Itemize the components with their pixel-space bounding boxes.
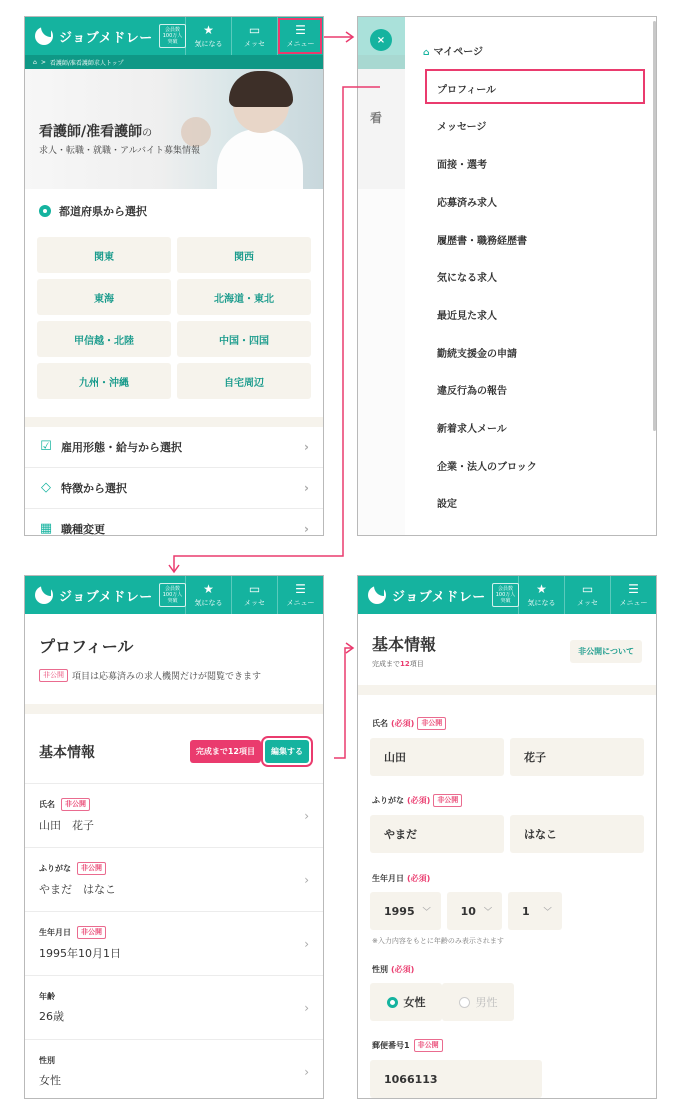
region-button[interactable]: 中国・四国 (177, 321, 311, 357)
menu-nav-button[interactable]: ☰ メニュー (277, 17, 323, 55)
menu-item-mypage[interactable]: ⌂ マイページ (423, 47, 484, 58)
close-menu-button[interactable] (370, 29, 392, 51)
message-nav-button[interactable]: ▭ メッセ (231, 576, 277, 614)
birth-year-select[interactable]: 1995 ﹀ (370, 892, 441, 930)
breadcrumb-separator: > (40, 58, 46, 66)
edit-button[interactable]: 編集する (265, 740, 309, 763)
profile-field-age[interactable]: 年齢 26歳 › (25, 976, 323, 1040)
message-nav-button[interactable]: ▭ メッセ (231, 17, 277, 55)
menu-nav-button[interactable]: ☰ メニュー (277, 576, 323, 614)
gender-label: 性別 (必須) (372, 965, 415, 974)
message-nav-button[interactable]: ▭ メッセ (564, 576, 610, 614)
edit-basic-info-screen (357, 575, 657, 1099)
menu-item-interview[interactable]: 面接・選考 (437, 160, 487, 171)
hero-photo-hair (229, 71, 293, 107)
remaining-items-badge: 完成まで12項目 (190, 740, 261, 763)
page-title: 基本情報 (372, 635, 437, 654)
menu-item-resume[interactable]: 履歴書・職務経歴書 (437, 236, 527, 247)
profile-field-birthdate[interactable]: 生年月日 非公開 1995年10月1日 › (25, 912, 323, 976)
chevron-right-icon: › (304, 481, 309, 495)
nonpublic-tag: 非公開 (77, 926, 106, 939)
logo[interactable]: ジョブメドレー 会員数 100万人 突破 (358, 576, 518, 614)
chevron-right-icon: › (304, 522, 309, 536)
ghost-hero-title: 看 (370, 111, 383, 125)
home-icon[interactable]: ⌂ (33, 58, 37, 66)
logo[interactable] (25, 17, 185, 55)
location-pin-icon (39, 205, 51, 217)
app-header (25, 17, 323, 55)
menu-item-settings[interactable]: 設定 (437, 499, 457, 510)
checkbox-icon: ☑ (40, 439, 52, 454)
page-title: プロフィール (39, 637, 134, 656)
chevron-right-icon: › (304, 1064, 309, 1079)
hero-title: 看護師/准看護師の (39, 124, 153, 140)
region-button[interactable]: 自宅周辺 (177, 363, 311, 399)
menu-item-applied[interactable]: 応募済み求人 (437, 198, 497, 209)
nonpublic-tag: 非公開 (61, 798, 90, 811)
chat-bubble-icon: ▭ (581, 581, 594, 596)
logo-mark-icon (366, 584, 388, 606)
hamburger-icon: ☰ (295, 22, 306, 37)
logo[interactable]: ジョブメドレー 会員数 100万人 突破 (25, 576, 185, 614)
region-button[interactable]: 東海 (37, 279, 171, 315)
menu-nav-button[interactable]: ☰ メニュー (610, 576, 656, 614)
radio-unselected-icon (459, 997, 470, 1008)
profile-field-name[interactable]: 氏名 非公開 山田 花子 › (25, 784, 323, 848)
hamburger-icon: ☰ (628, 581, 639, 596)
section-divider (25, 417, 323, 427)
chevron-down-icon: ﹀ (543, 906, 552, 916)
section-divider (25, 704, 323, 714)
birthdate-hint: ※入力内容をもとに年齢のみ表示されます (372, 937, 504, 945)
menu-item-favorites[interactable]: 気になる求人 (437, 273, 497, 284)
chevron-right-icon: › (304, 872, 309, 887)
region-button[interactable]: 九州・沖縄 (37, 363, 171, 399)
hero-subtitle: 求人・転職・就職・アルバイト募集情報 (39, 146, 201, 156)
member-badge: 会員数 100万人 突破 (159, 583, 187, 607)
birthdate-label: 生年月日 (必須) (372, 874, 431, 883)
region-grid (25, 229, 323, 417)
region-button[interactable]: 関西 (177, 237, 311, 273)
prefecture-heading: 都道府県から選択 (25, 189, 323, 229)
last-name-input[interactable]: 山田 (370, 738, 504, 776)
name-label: 氏名 (必須) 非公開 (358, 717, 656, 730)
profile-field-kana[interactable]: ふりがな 非公開 やまだ はなこ › (25, 848, 323, 912)
edit-header (358, 614, 656, 685)
menu-item-report[interactable]: 違反行為の報告 (437, 386, 507, 397)
gender-male-radio[interactable]: 男性 (442, 983, 514, 1021)
region-button[interactable]: 甲信越・北陸 (37, 321, 171, 357)
chevron-right-icon: › (304, 808, 309, 823)
favorite-nav-button[interactable]: ★ 気になる (518, 576, 564, 614)
close-icon: × (376, 34, 386, 46)
region-button[interactable]: 北海道・東北 (177, 279, 311, 315)
menu-drawer-screen (357, 16, 657, 536)
menu-item-bonus[interactable]: 勤続支援金の申請 (437, 349, 517, 360)
chat-bubble-icon: ▭ (248, 22, 261, 37)
member-badge: 会員数 100万人 突破 (159, 24, 187, 48)
menu-item-messages[interactable]: メッセージ (437, 122, 487, 133)
last-kana-input[interactable]: やまだ (370, 815, 504, 853)
hamburger-icon: ☰ (295, 581, 306, 596)
birth-day-select[interactable]: 1 ﹀ (508, 892, 562, 930)
nonpublic-tag: 非公開 (77, 862, 106, 875)
chevron-right-icon: › (304, 936, 309, 951)
chevron-down-icon: ﹀ (483, 906, 492, 916)
radio-selected-icon (387, 997, 398, 1008)
section-divider (358, 685, 656, 695)
search-top-screen (24, 16, 324, 536)
hero-photo-body (217, 129, 303, 189)
chevron-down-icon: ﹀ (422, 906, 431, 916)
home-icon: ⌂ (423, 48, 430, 58)
logo-mark-icon (33, 25, 55, 47)
first-kana-input[interactable]: はなこ (510, 815, 644, 853)
chevron-right-icon: › (304, 1000, 309, 1015)
arrow-profile-to-edit (334, 648, 352, 758)
chevron-right-icon: › (304, 440, 309, 454)
grid-icon: ▦ (39, 521, 53, 536)
logo-mark-icon (33, 584, 55, 606)
drawer-scrollbar[interactable] (653, 21, 656, 431)
menu-item-profile[interactable]: プロフィール (437, 85, 496, 96)
postal-label: 郵便番号1 非公開 (358, 1039, 656, 1052)
kana-label: ふりがな (必須) 非公開 (358, 794, 656, 807)
breadcrumb (25, 55, 323, 69)
menu-drawer (405, 17, 657, 535)
logo-text: ジョブメドレー (59, 30, 153, 46)
profile-field-gender[interactable]: 性別 女性 › (25, 1040, 323, 1099)
completion-status: 完成まで12項目 (372, 660, 424, 668)
tag-icon: ◇ (41, 480, 51, 495)
breadcrumb-current[interactable]: 看護師/准看護師求人トップ (49, 59, 124, 67)
hero-banner (25, 69, 323, 189)
feature-link[interactable]: ◇ 特徴から選択 › (25, 468, 323, 509)
app-header (25, 576, 323, 614)
chat-bubble-icon: ▭ (248, 581, 261, 596)
star-icon: ★ (536, 581, 547, 596)
member-badge: 会員数 100万人 突破 (492, 583, 520, 607)
star-icon: ★ (203, 581, 214, 596)
nonpublic-note: 非公開 項目は応募済みの求人機関だけが閲覧できます (25, 657, 323, 682)
birth-month-select[interactable]: 10 ﹀ (447, 892, 502, 930)
star-icon: ★ (203, 22, 214, 37)
menu-item-recent[interactable]: 最近見た求人 (437, 311, 497, 322)
section-title: 基本情報 (39, 744, 95, 761)
region-button[interactable]: 関東 (37, 237, 171, 273)
gender-female-radio[interactable]: 女性 (370, 983, 442, 1021)
basic-info-header (25, 714, 323, 784)
job-type-change-link[interactable]: ▦ 職種変更 › (25, 509, 323, 536)
first-name-input[interactable]: 花子 (510, 738, 644, 776)
employment-type-link[interactable]: ☑ 雇用形態・給与から選択 › (25, 427, 323, 468)
about-nonpublic-button[interactable]: 非公開について (570, 640, 642, 663)
favorite-nav-button[interactable]: ★ 気になる (185, 17, 231, 55)
profile-screen (24, 575, 324, 1099)
app-header (358, 576, 656, 614)
postal-code-input[interactable]: 1066113 (370, 1060, 542, 1098)
menu-item-new-job-mail[interactable]: 新着求人メール (437, 424, 507, 435)
favorite-nav-button[interactable]: ★ 気になる (185, 576, 231, 614)
menu-item-block[interactable]: 企業・法人のブロック (437, 462, 537, 473)
nonpublic-tag: 非公開 (39, 669, 68, 682)
